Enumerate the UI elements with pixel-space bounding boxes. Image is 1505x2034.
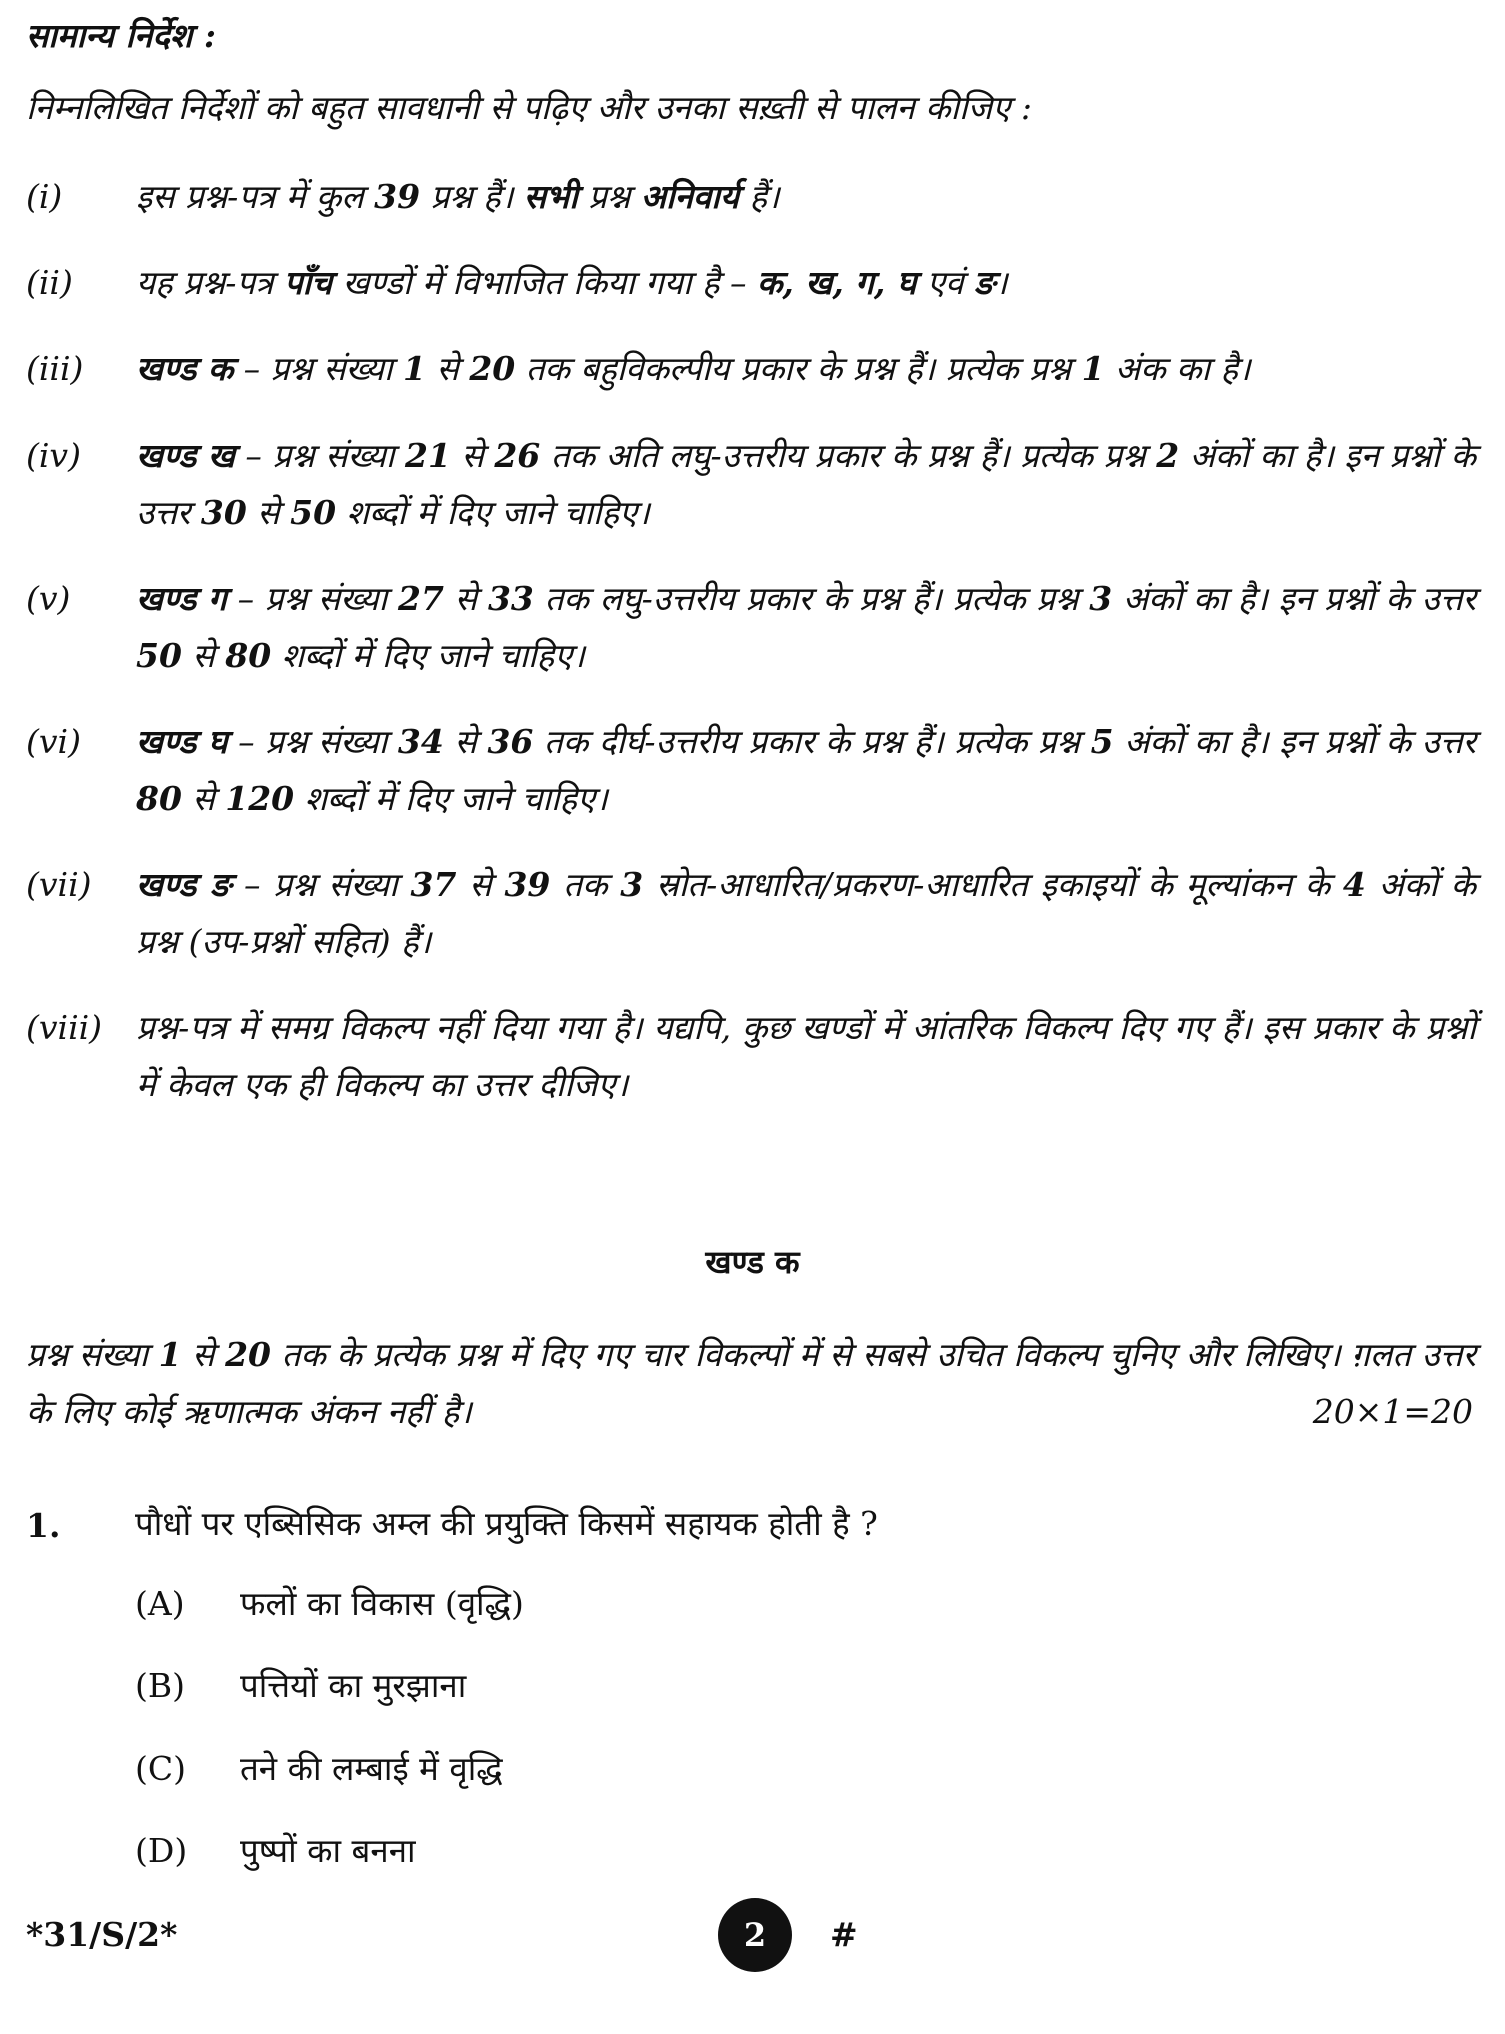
text-segment: प्रश्न हैं। [420,177,524,216]
instruction-item-5 [26,570,1476,684]
instruction-text [136,713,1476,827]
text-segment: इस प्रश्न-पत्र में कुल [136,177,375,216]
text-segment: से [181,779,226,818]
text-segment: अंकों का है। इन प्रश्नों के उत्तर [1113,722,1476,761]
text-segment: खण्ड ग [136,579,227,618]
text-segment: तक [550,865,621,904]
text-segment: से [246,493,291,532]
text-segment: तक दीर्घ-उत्तरीय प्रकार के प्रश्न हैं। प्रत्येक प्रश्न [533,722,1091,761]
instruction-item-4 [26,427,1476,541]
text-segment: सभी [523,177,578,216]
text-segment: 21 [404,436,451,475]
text-segment: – प्रश्न संख्या [226,579,399,618]
instructions-intro: निम्नलिखित निर्देशों को बहुत सावधानी से पढ़िए और उनका सख़्ती से पालन कीजिए : [26,88,1032,127]
text-segment: 50 [290,493,337,532]
text-segment: से [450,436,495,475]
instruction-text [136,427,1476,541]
option-label: (A) [135,1584,185,1623]
option-a [135,1580,524,1625]
page-number-badge: 2 [718,1898,792,1972]
text-segment: – प्रश्न संख्या [233,349,404,388]
instruction-item-8 [26,999,1476,1113]
text-segment: शब्दों में दिए जाने चाहिए। [294,779,608,818]
text-segment: खण्ड क [136,349,234,388]
instruction-number: (iv) [26,436,81,475]
text-segment: 33 [487,579,534,618]
instruction-text [136,856,1476,970]
text-segment: से [181,1335,226,1374]
option-label: (C) [135,1749,186,1788]
instruction-item-3 [26,340,1476,397]
hash-mark: # [830,1915,858,1954]
option-label: (B) [135,1666,185,1705]
text-segment: अंकों का है। इन प्रश्नों के उत्तर [136,436,1476,532]
option-label: (D) [135,1831,188,1870]
text-segment: 34 [397,722,444,761]
text-segment: अंकों का है। इन प्रश्नों के उत्तर [1112,579,1476,618]
instruction-item-7 [26,856,1476,970]
option-text: तने की लम्बाई में वृद्धि [240,1749,503,1788]
text-segment: – प्रश्न संख्या [231,865,411,904]
text-segment: प्रश्न संख्या [26,1335,159,1374]
text-segment: – प्रश्न संख्या [234,436,405,475]
instruction-text [136,254,1476,311]
text-segment: क, ख, ग, घ [757,263,917,302]
text-segment: 39 [504,865,551,904]
text-segment: 20 [225,1335,271,1374]
text-segment: 30 [200,493,247,532]
text-segment: 5 [1090,722,1114,761]
text-segment: अंक का है। [1104,349,1251,388]
question-number: 1. [26,1506,61,1545]
text-segment: 80 [225,636,272,675]
text-segment: 37 [410,865,457,904]
text-segment: हैं। [738,177,780,216]
text-segment: तक बहुविकल्पीय प्रकार के प्रश्न हैं। प्रत्येक प्रश्न [515,349,1082,388]
text-segment: खण्ड घ [136,722,228,761]
text-segment: से [426,349,470,388]
instruction-number: (ii) [26,263,73,302]
text-segment: यह प्रश्न-पत्र [136,263,284,302]
text-segment: 1 [403,349,427,388]
text-segment: एवं [916,263,974,302]
text-segment: खण्ड ङ [136,865,232,904]
option-d [135,1827,416,1872]
instruction-number: (v) [26,579,71,618]
text-segment: 1 [1081,349,1105,388]
text-segment: प्रश्न-पत्र में समग्र विकल्प नहीं दिया गया है। यद्यपि, कुछ खण्डों में आंतरिक विकल्प दिए गए हैं। इस प्रकार के प्रश्नों में केवल एक ही विकल्प का उत्तर दीजिए। [136,1008,1476,1104]
text-segment: 4 [1342,865,1366,904]
section-a-instruction [26,1326,1476,1440]
text-segment: ङ [973,263,995,302]
text-segment: 80 [136,779,182,818]
text-segment: 50 [136,636,182,675]
option-text: पत्तियों का मुरझाना [240,1666,467,1705]
section-a-title: खण्ड क [705,1243,800,1281]
text-segment: 39 [374,177,421,216]
instruction-text [136,340,1476,397]
text-segment: 3 [1089,579,1113,618]
text-segment: अनिवार्य [640,177,739,216]
text-segment: शब्दों में दिए जाने चाहिए। [271,636,585,675]
text-segment: – प्रश्न संख्या [227,722,398,761]
general-instructions-heading: सामान्य निर्देश : [26,16,216,55]
text-segment: । [994,263,1008,302]
instruction-text [136,168,1476,225]
text-segment: तक के प्रत्येक प्रश्न में दिए गए चार विकल्पों में से सबसे उचित विकल्प चुनिए और लिखिए। ग़लत उत्तर के लिए कोई ऋणात्मक अंकन नहीं है। [26,1335,1476,1431]
instruction-number: (viii) [26,1008,103,1047]
text-segment: से [181,636,226,675]
option-text: फलों का विकास (वृद्धि) [240,1584,524,1623]
instruction-number: (iii) [26,349,84,388]
text-segment: 27 [398,579,444,618]
instruction-number: (vi) [26,722,81,761]
text-segment: खण्ड ख [136,436,235,475]
text-segment: 3 [620,865,644,904]
section-a-marks: 20×1=20 [1312,1392,1473,1431]
option-text: पुष्पों का बनना [240,1831,416,1870]
text-segment: 26 [494,436,541,475]
text-segment: से [443,722,488,761]
instruction-item-6 [26,713,1476,827]
text-segment: 120 [225,779,295,818]
text-segment: 36 [487,722,534,761]
instruction-item-1 [26,168,1476,225]
text-segment: 20 [469,349,516,388]
text-segment: अंकों के प्रश्न (उप-प्रश्नों सहित) हैं। [136,865,1477,961]
text-segment: स्रोत-आधारित/प्रकरण-आधारित इकाइयों के मूल्यांकन के [643,865,1343,904]
question-text: पौधों पर एब्सिसिक अम्ल की प्रयुक्ति किसमें सहायक होती है ? [135,1504,878,1543]
text-segment: से [443,579,488,618]
instruction-number: (i) [26,177,63,216]
paper-code: *31/S/2* [26,1915,178,1954]
text-segment: 1 [158,1335,182,1374]
text-segment: खण्डों में विभाजित किया गया है – [332,263,757,302]
text-segment: तक अति लघु-उत्तरीय प्रकार के प्रश्न हैं। प्रत्येक प्रश्न [540,436,1157,475]
text-segment: 2 [1156,436,1180,475]
text-segment: पाँच [283,263,333,302]
instruction-number: (vii) [26,865,92,904]
text-segment: तक लघु-उत्तरीय प्रकार के प्रश्न हैं। प्रत्येक प्रश्न [533,579,1090,618]
text-segment: से [456,865,505,904]
instruction-text [136,570,1476,684]
text-segment: शब्दों में दिए जाने चाहिए। [336,493,650,532]
option-b [135,1662,466,1707]
instruction-item-2 [26,254,1476,311]
option-c [135,1745,503,1790]
instruction-text [136,999,1476,1113]
text-segment: प्रश्न [577,177,641,216]
